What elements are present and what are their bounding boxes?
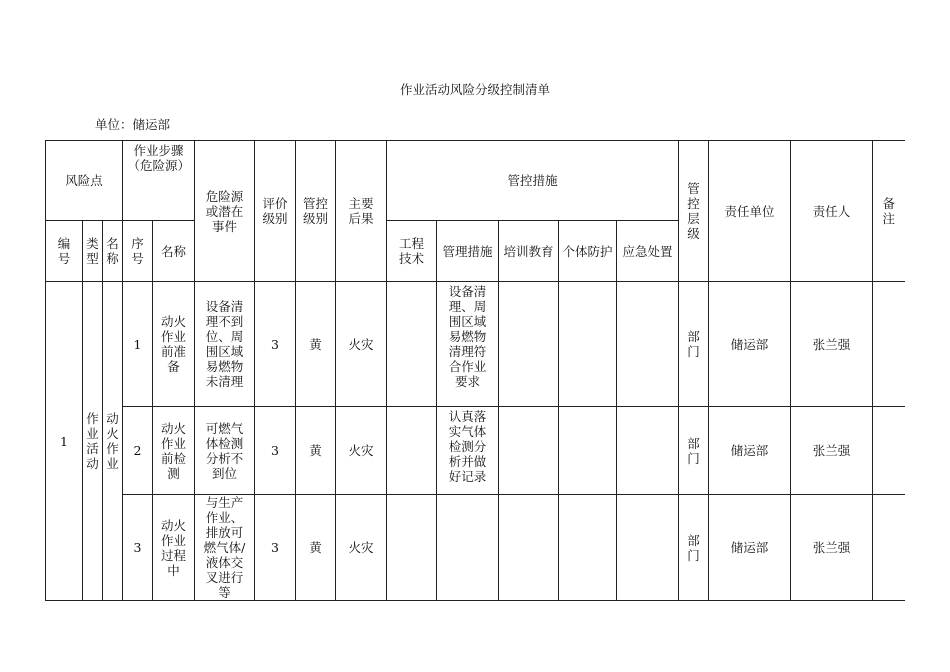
row-person: 张兰强 [791, 407, 873, 495]
row-step: 动火作业过程中 [153, 495, 195, 601]
header-tier: 管控层级 [679, 141, 709, 282]
row-ppe [559, 282, 617, 407]
row-train [499, 282, 559, 407]
document-title: 作业活动风险分级控制清单 [399, 82, 550, 97]
row-seq: 3 [123, 495, 153, 601]
row-consequence: 火灾 [336, 282, 387, 407]
row-step: 动火作业前检测 [153, 407, 195, 495]
row-seq: 1 [123, 282, 153, 407]
header-seq: 序号 [123, 221, 153, 282]
row-person: 张兰强 [791, 282, 873, 407]
row-consequence: 火灾 [336, 495, 387, 601]
group-no-cell: 1 [46, 282, 83, 601]
header-mgmt: 管理措施 [437, 221, 499, 282]
group-type-cell: 作业活动 [83, 282, 103, 601]
row-dept: 储运部 [709, 407, 791, 495]
row-eval: 3 [255, 407, 296, 495]
header-step-name: 名称 [153, 221, 195, 282]
header-measures: 管控措施 [387, 141, 679, 221]
row-mgmt: 认真落实气体检测分析并做好记录 [437, 407, 499, 495]
table-row [46, 495, 905, 601]
row-emergency [617, 282, 679, 407]
header-step: 作业步骤（危险源） [123, 141, 195, 221]
row-tier: 部门 [679, 282, 709, 407]
row-hazard: 可燃气体检测分析不到位 [195, 407, 255, 495]
header-hazard: 危险源或潜在事件 [195, 141, 255, 282]
header-row-1 [46, 141, 905, 221]
unit-label: 单位：储运部 [95, 117, 171, 132]
row-dept: 储运部 [709, 282, 791, 407]
header-risk-point: 风险点 [46, 141, 123, 221]
row-emergency [617, 495, 679, 601]
risk-control-table [45, 140, 905, 601]
row-consequence: 火灾 [336, 407, 387, 495]
header-eng: 工程技术 [387, 221, 437, 282]
row-eval: 3 [255, 495, 296, 601]
row-remark [873, 407, 905, 495]
row-mgmt [437, 495, 499, 601]
row-ppe [559, 407, 617, 495]
row-hazard: 与生产作业、排放可燃气体/液体交叉进行等 [195, 495, 255, 601]
row-ppe [559, 495, 617, 601]
header-remark: 备注 [873, 141, 905, 282]
row-seq: 2 [123, 407, 153, 495]
row-tier: 部门 [679, 407, 709, 495]
header-emergency: 应急处置 [617, 221, 679, 282]
header-eval-level: 评价级别 [255, 141, 296, 282]
row-control-color: 黄 [296, 407, 336, 495]
row-emergency [617, 407, 679, 495]
row-eng [387, 495, 437, 601]
header-no: 编号 [46, 221, 83, 282]
row-person: 张兰强 [791, 495, 873, 601]
row-dept: 储运部 [709, 495, 791, 601]
header-ppe: 个体防护 [559, 221, 617, 282]
header-type: 类型 [83, 221, 103, 282]
row-eng [387, 407, 437, 495]
row-train [499, 407, 559, 495]
group-name-cell: 动火作业 [103, 282, 123, 601]
row-remark [873, 495, 905, 601]
row-eval: 3 [255, 282, 296, 407]
table-row [46, 407, 905, 495]
row-remark [873, 282, 905, 407]
row-step: 动火作业前准备 [153, 282, 195, 407]
row-eng [387, 282, 437, 407]
row-tier: 部门 [679, 495, 709, 601]
header-person: 责任人 [791, 141, 873, 282]
header-control-level: 管控级别 [296, 141, 336, 282]
row-train [499, 495, 559, 601]
header-name: 名称 [103, 221, 123, 282]
row-control-color: 黄 [296, 282, 336, 407]
row-mgmt: 设备清理、周围区域易燃物清理符合作业要求 [437, 282, 499, 407]
table-row [46, 282, 905, 407]
header-train: 培训教育 [499, 221, 559, 282]
row-hazard: 设备清理不到位、周围区域易燃物未清理 [195, 282, 255, 407]
row-control-color: 黄 [296, 495, 336, 601]
header-consequence: 主要后果 [336, 141, 387, 282]
header-dept: 责任单位 [709, 141, 791, 282]
